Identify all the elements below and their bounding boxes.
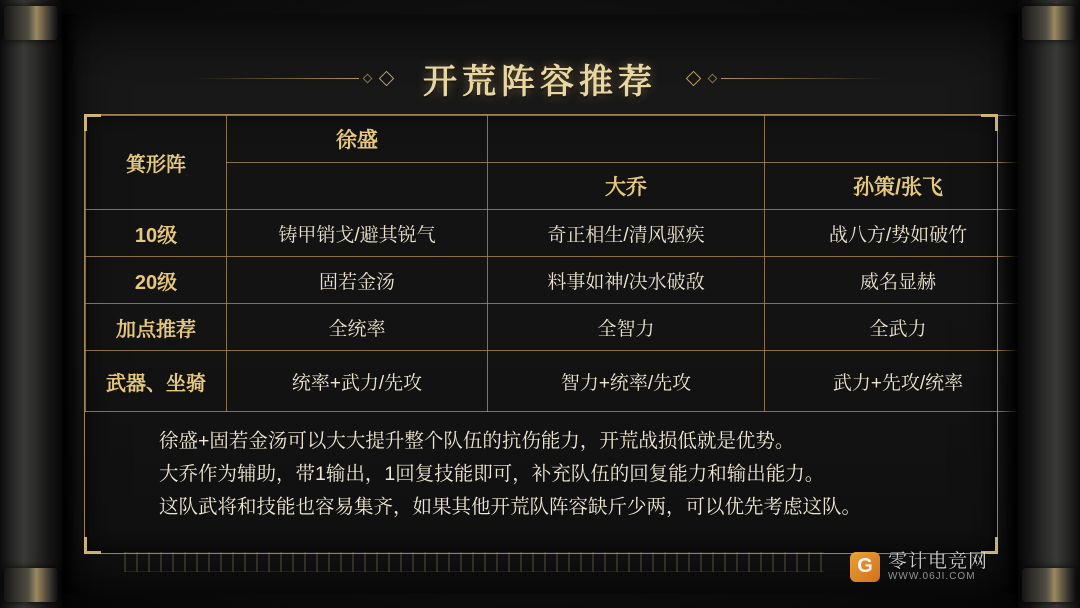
table-row: [86, 163, 1032, 210]
level10-hero1: 铸甲销戈/避其锐气: [227, 210, 488, 257]
row-label-level20: 20级: [86, 257, 227, 304]
watermark-text: [888, 552, 988, 582]
roller-cap-bottom-left: [4, 568, 58, 602]
decorative-border-band: [124, 552, 824, 572]
watermark: [850, 552, 988, 582]
hero-cell-1: 徐盛: [227, 116, 488, 163]
scroll-paper: [62, 14, 1018, 594]
corner-bottom-left: [84, 537, 101, 554]
scroll-roller-left: [0, 0, 62, 608]
corner-top-right: [981, 114, 998, 131]
scroll-roller-right: [1018, 0, 1080, 608]
level20-hero3: 威名显赫: [765, 257, 1032, 304]
table-row: [86, 257, 1032, 304]
title-ornament-left: [197, 73, 397, 84]
stats-hero3: 全武力: [765, 304, 1032, 351]
stats-hero2: 全智力: [488, 304, 765, 351]
watermark-logo-icon: G: [850, 552, 880, 582]
table-row: [86, 116, 1032, 163]
hero-cell-2: 大乔: [488, 163, 765, 210]
level10-hero3: 战八方/势如破竹: [765, 210, 1032, 257]
note-line-2: 大乔作为辅助，带1输出，1回复技能即可，补充队伍的回复能力和输出能力。: [159, 463, 825, 485]
level10-hero2: 奇正相生/清风驱疾: [488, 210, 765, 257]
title-ornament-right: [683, 73, 883, 84]
corner-top-left: [84, 114, 101, 131]
hero-cell-1-empty: [227, 163, 488, 210]
notes-block: [107, 407, 1027, 524]
row-label-equipment: 武器、坐骑: [86, 351, 227, 412]
equipment-hero1: 统率+武力/先攻: [227, 351, 488, 412]
row-label-stats: 加点推荐: [86, 304, 227, 351]
level20-hero2: 料事如神/决水破敌: [488, 257, 765, 304]
watermark-site-name: 零计电竞网: [887, 550, 988, 572]
level20-hero1: 固若金汤: [227, 257, 488, 304]
table-row: [86, 351, 1032, 412]
stats-hero1: 全统率: [227, 304, 488, 351]
page-title: 开荒阵容推荐: [423, 63, 657, 101]
row-label-level10: 10级: [86, 210, 227, 257]
hero-cell-2-empty: [488, 116, 765, 163]
formation-name-cell: 箕形阵: [86, 116, 227, 210]
equipment-hero3: 武力+先攻/统率: [765, 351, 1032, 412]
roller-cap-top-right: [1022, 6, 1076, 40]
roller-cap-top-left: [4, 6, 58, 40]
table-row: [86, 304, 1032, 351]
title-row: [62, 54, 1018, 103]
note-line-3: 这队武将和技能也容易集齐，如果其他开荒队阵容缺斤少两，可以优先考虑这队。: [159, 496, 862, 518]
note-line-1: 徐盛+固若金汤可以大大提升整个队伍的抗伤能力，开荒战损低就是优势。: [159, 430, 795, 452]
content-panel: [84, 114, 998, 554]
equipment-hero2: 智力+统率/先攻: [488, 351, 765, 412]
lineup-table: [85, 115, 1032, 412]
table-row: [86, 210, 1032, 257]
hero-cell-3: 孙策/张飞: [765, 163, 1032, 210]
roller-cap-bottom-right: [1022, 568, 1076, 602]
watermark-site-url: WWW.06JI.COM: [887, 570, 976, 582]
